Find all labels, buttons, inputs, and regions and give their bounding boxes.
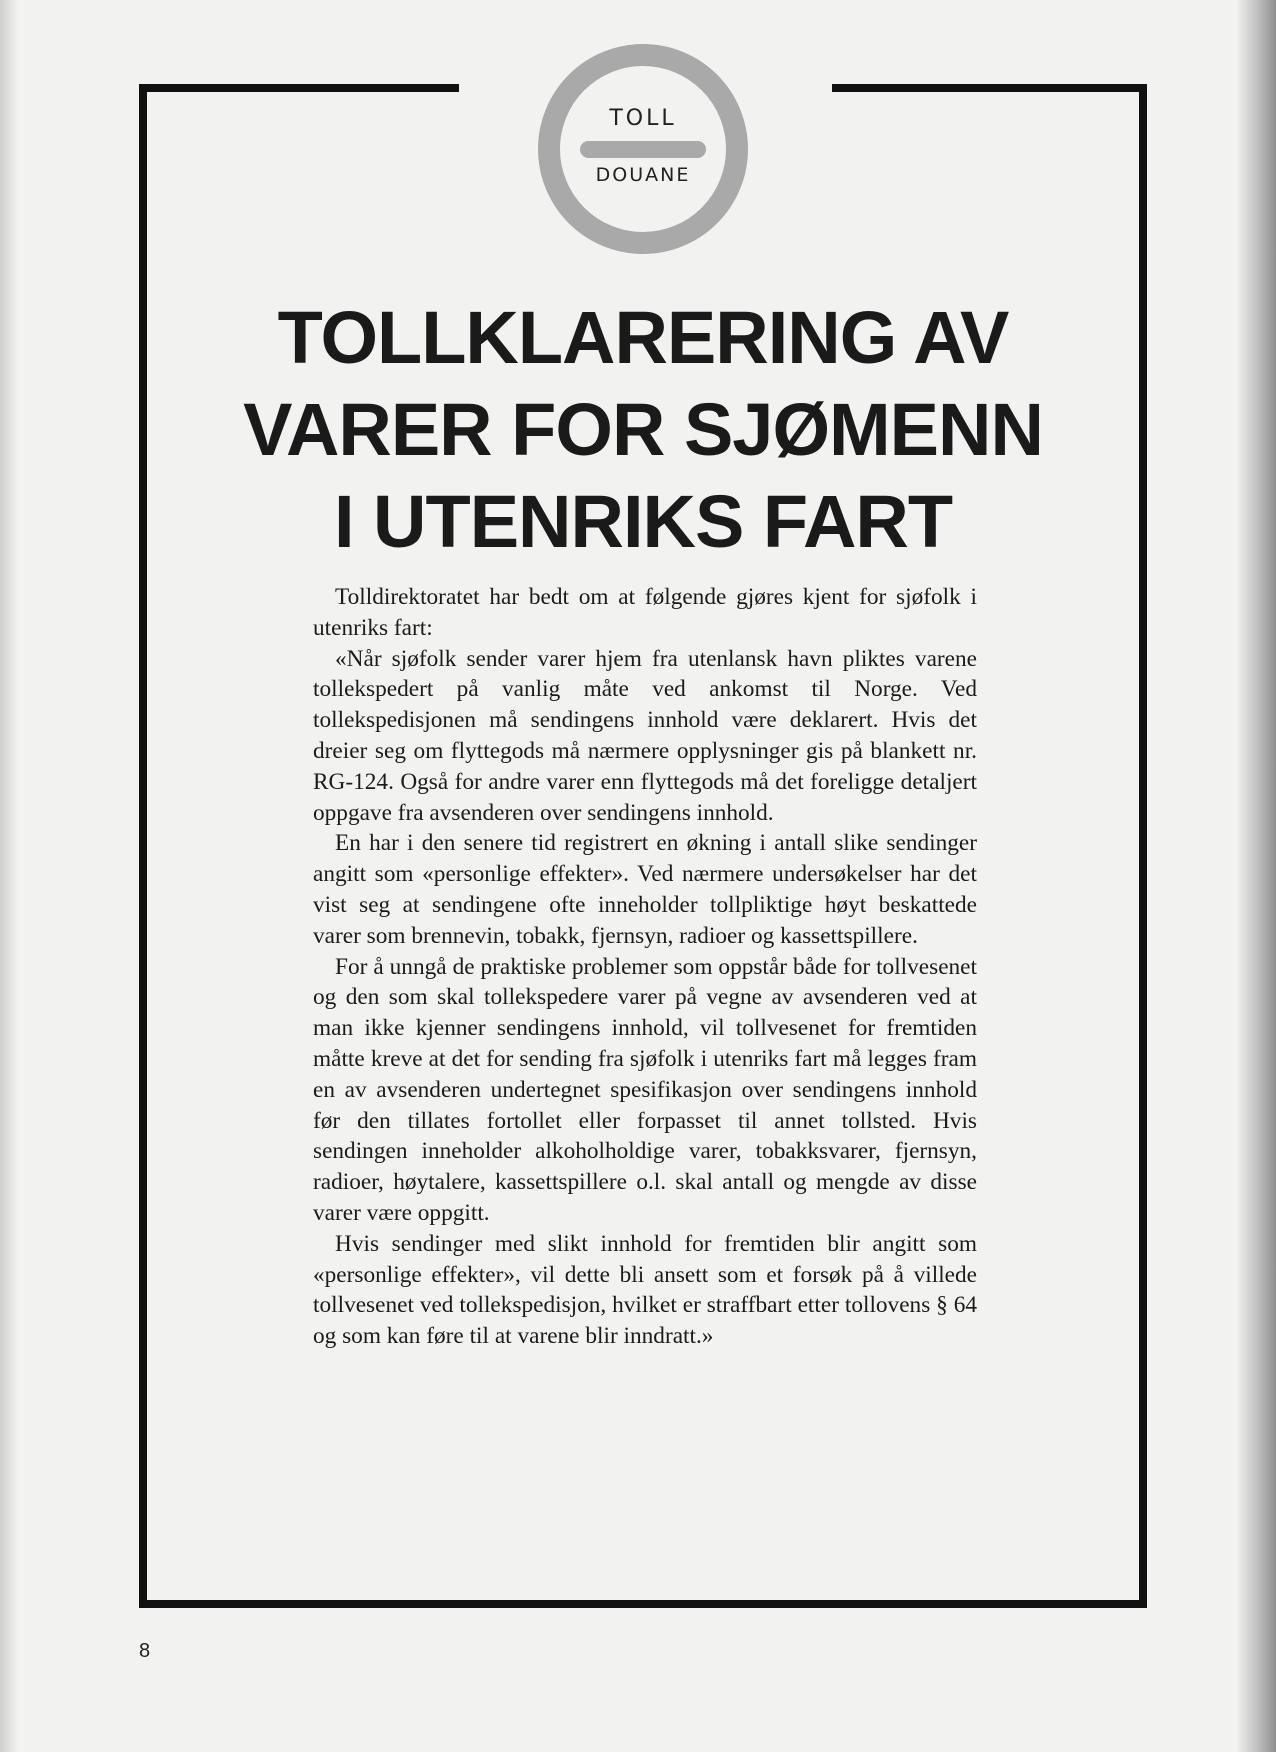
frame-bottom-rule [139, 1600, 1147, 1608]
paragraph-specification: For å unngå de praktiske problemer som oppstår både for tollvesenet og den som skal tollekspedere varer på vegne av avsenderen ved at man ikke kjenner sendingens innhold, vil tollvesenet for fremtiden måtte kreve at det for sending fra sjøfolk i utenriks fart må legges fram en av avsenderen undertegnet spesifikasjon over sendingens innhold før den tillates fortollet eller forpasset til annet tollsted. Hvis sendingen inneholder alkoholholdige varer, tobakksvarer, fjernsyn, radioer, høytalere, kassettspillere o.l. skal antall og mengde av disse varer være oppgitt. [313, 953, 977, 1226]
frame-top-right-rule [832, 84, 1147, 92]
emblem-bottom-text: DOUANE [595, 164, 691, 186]
page-gutter-shadow [0, 0, 18, 1752]
article-headline [150, 292, 1136, 568]
paragraph-penalty: Hvis sendinger med slikt innhold for fremtiden blir angitt som «personlige effekter», vil dette bli ansett som et forsøk på å villede tollvesenet ved tollekspedisjon, hvilket er straffbart etter tollovens § 64 og som kan føre til at varene blir inndratt.» [313, 1230, 977, 1350]
article-body [313, 582, 977, 1352]
frame-right-rule [1139, 84, 1147, 1608]
headline-line-2: VARER FOR SJØMENN [243, 388, 1043, 471]
page-edge-shadow [1236, 0, 1276, 1752]
emblem-top-text: TOLL [609, 106, 677, 131]
frame-left-rule [139, 84, 147, 1608]
page-number: 8 [139, 1640, 151, 1662]
headline-line-1: TOLLKLARERING AV [277, 296, 1009, 379]
headline-line-3: I UTENRIKS FART [333, 480, 953, 563]
paragraph-intro: Tolldirektoratet har bedt om at følgende gjøres kjent for sjøfolk i utenriks fart: [313, 584, 977, 641]
frame-top-left-rule [139, 84, 459, 92]
customs-emblem-icon [538, 44, 748, 254]
paragraph-personal-effects: En har i den senere tid registrert en økning i antall slike sendinger angitt som «personlige effekter». Ved nærmere undersøkelser har det vist seg at sendingene ofte inneholder tollpliktige høyt beskattede varer som brennevin, tobakk, fjernsyn, radioer og kassettspillere. [313, 830, 977, 949]
paragraph-declaration: «Når sjøfolk sender varer hjem fra utenlansk havn pliktes varene tollekspedert på vanlig måte ved ankomst til Norge. Ved tollekspedisjonen må sendingens innhold være deklarert. Hvis det dreier seg om flyttegods må nærmere opplysninger gis på blankett nr. RG-124. Også for andre varer enn flyttegods må det foreligge detaljert oppgave fra avsenderen over sendingens innhold. [313, 645, 977, 826]
emblem-bar [580, 141, 706, 158]
